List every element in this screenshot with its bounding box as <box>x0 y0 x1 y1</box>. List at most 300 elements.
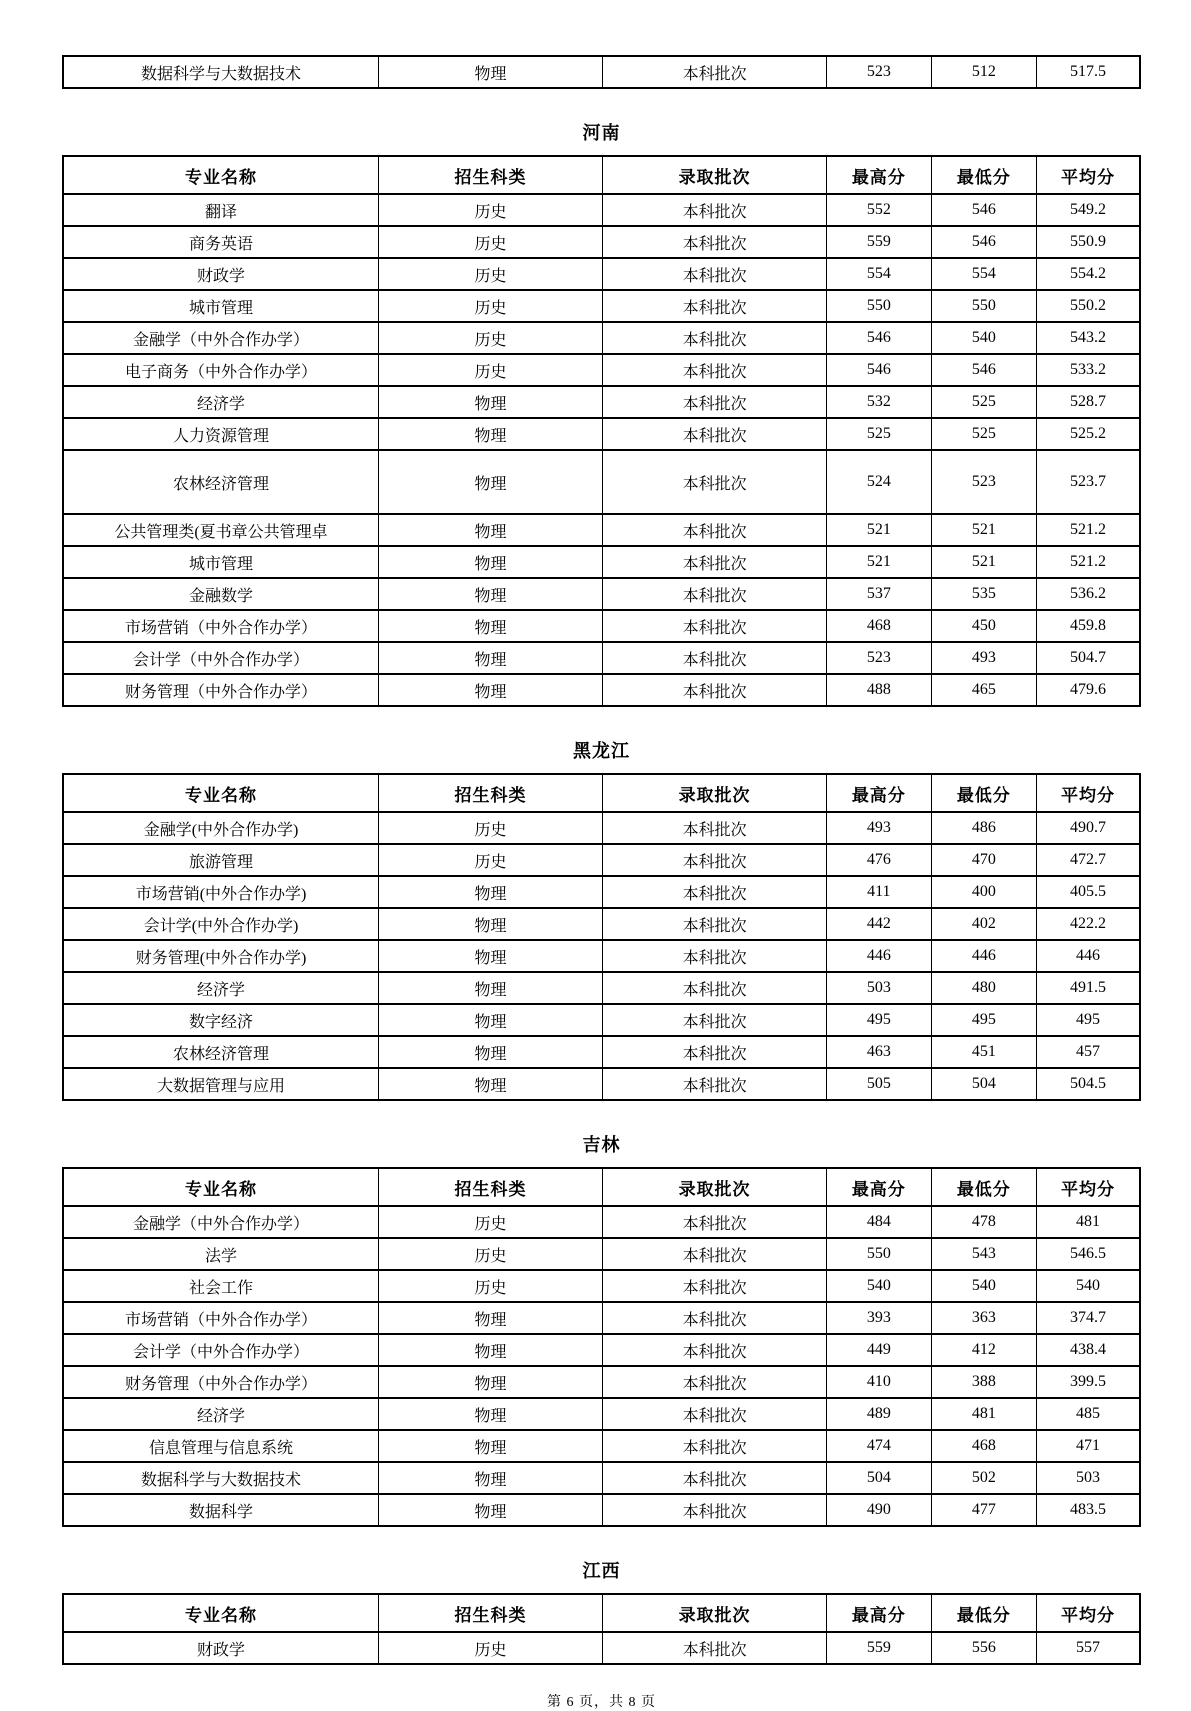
table-cell: 市场营销（中外合作办学） <box>63 610 379 642</box>
table-cell: 物理 <box>379 418 603 450</box>
table-cell: 本科批次 <box>603 514 827 546</box>
table-cell: 历史 <box>379 1206 603 1238</box>
table-row <box>63 290 1140 322</box>
table-cell: 数字经济 <box>63 1004 379 1036</box>
column-header: 专业名称 <box>63 1168 379 1206</box>
table-cell: 550.2 <box>1037 290 1140 322</box>
table-cell: 商务英语 <box>63 226 379 258</box>
table-cell: 546 <box>931 194 1037 226</box>
table-cell: 495 <box>931 1004 1037 1036</box>
table-cell: 521 <box>827 546 931 578</box>
table-cell: 554.2 <box>1037 258 1140 290</box>
table-cell: 本科批次 <box>603 642 827 674</box>
header-row <box>63 156 1140 194</box>
table-row <box>63 1302 1140 1334</box>
table-cell: 财政学 <box>63 1632 379 1664</box>
column-header: 专业名称 <box>63 156 379 194</box>
table-cell: 本科批次 <box>603 1004 827 1036</box>
table-cell: 546 <box>931 226 1037 258</box>
table-cell: 546 <box>931 354 1037 386</box>
table-cell: 金融学(中外合作办学) <box>63 812 379 844</box>
table-row <box>63 610 1140 642</box>
column-header: 录取批次 <box>603 156 827 194</box>
table-cell: 经济学 <box>63 1398 379 1430</box>
table-row <box>63 514 1140 546</box>
page-number: 第 6 页，共 8 页 <box>547 1695 656 1710</box>
table-cell: 505 <box>827 1068 931 1100</box>
column-header: 平均分 <box>1037 1168 1140 1206</box>
table-cell: 信息管理与信息系统 <box>63 1430 379 1462</box>
table-cell: 523 <box>827 642 931 674</box>
table-cell: 388 <box>931 1366 1037 1398</box>
table-cell: 446 <box>931 940 1037 972</box>
table-cell: 会计学（中外合作办学） <box>63 1334 379 1366</box>
table-cell: 523 <box>931 450 1037 514</box>
table-cell: 物理 <box>379 1430 603 1462</box>
table-cell: 大数据管理与应用 <box>63 1068 379 1100</box>
table-row <box>63 1238 1140 1270</box>
table-cell: 402 <box>931 908 1037 940</box>
table-cell: 465 <box>931 674 1037 706</box>
table-cell: 537 <box>827 578 931 610</box>
table-cell: 历史 <box>379 226 603 258</box>
header-row <box>63 1168 1140 1206</box>
table-row <box>63 908 1140 940</box>
table-header <box>63 156 1140 194</box>
table-cell: 物理 <box>379 1334 603 1366</box>
table-cell: 399.5 <box>1037 1366 1140 1398</box>
column-header: 最低分 <box>931 156 1037 194</box>
table-cell: 446 <box>1037 940 1140 972</box>
column-header: 招生科类 <box>379 1168 603 1206</box>
table-cell: 451 <box>931 1036 1037 1068</box>
table-cell: 本科批次 <box>603 674 827 706</box>
table-body <box>63 1632 1140 1664</box>
table-row <box>63 674 1140 706</box>
province-section <box>62 1557 1141 1665</box>
table-cell: 457 <box>1037 1036 1140 1068</box>
section-title: 吉林 <box>582 1135 621 1155</box>
column-header: 录取批次 <box>603 1594 827 1632</box>
table-cell: 金融数学 <box>63 578 379 610</box>
province-section <box>62 119 1141 707</box>
table-cell: 物理 <box>379 940 603 972</box>
table-cell: 504 <box>931 1068 1037 1100</box>
table-cell: 422.2 <box>1037 908 1140 940</box>
table-row <box>63 258 1140 290</box>
table-cell: 481 <box>931 1398 1037 1430</box>
table-cell: 540 <box>827 1270 931 1302</box>
table-header <box>63 1168 1140 1206</box>
table-cell: 554 <box>931 258 1037 290</box>
table-cell: 农林经济管理 <box>63 450 379 514</box>
table-row <box>63 1398 1140 1430</box>
table-cell: 491.5 <box>1037 972 1140 1004</box>
table-cell: 社会工作 <box>63 1270 379 1302</box>
table-row <box>63 450 1140 514</box>
table-cell: 484 <box>827 1206 931 1238</box>
table-cell: 物理 <box>379 674 603 706</box>
table-cell: 电子商务（中外合作办学） <box>63 354 379 386</box>
table-row <box>63 226 1140 258</box>
table-cell: 540 <box>1037 1270 1140 1302</box>
table-cell: 数据科学与大数据技术 <box>63 1462 379 1494</box>
table-cell: 400 <box>931 876 1037 908</box>
table-cell: 533.2 <box>1037 354 1140 386</box>
table-cell: 本科批次 <box>603 610 827 642</box>
table-cell: 493 <box>827 812 931 844</box>
table-cell: 本科批次 <box>603 56 827 88</box>
table-cell: 农林经济管理 <box>63 1036 379 1068</box>
scores-table <box>62 773 1141 1101</box>
table-cell: 本科批次 <box>603 1238 827 1270</box>
table-cell: 405.5 <box>1037 876 1140 908</box>
table-cell: 本科批次 <box>603 290 827 322</box>
column-header: 最高分 <box>827 1168 931 1206</box>
table-cell: 546.5 <box>1037 1238 1140 1270</box>
table-cell: 549.2 <box>1037 194 1140 226</box>
table-cell: 532 <box>827 386 931 418</box>
column-header: 招生科类 <box>379 1594 603 1632</box>
table-cell: 历史 <box>379 1238 603 1270</box>
sections-container <box>62 119 1141 1665</box>
table-cell: 本科批次 <box>603 386 827 418</box>
table-cell: 本科批次 <box>603 1270 827 1302</box>
table-cell: 438.4 <box>1037 1334 1140 1366</box>
table-cell: 数据科学 <box>63 1494 379 1526</box>
table-cell: 363 <box>931 1302 1037 1334</box>
table-cell: 物理 <box>379 876 603 908</box>
table-cell: 536.2 <box>1037 578 1140 610</box>
table-cell: 历史 <box>379 844 603 876</box>
table-row <box>63 1004 1140 1036</box>
scores-table <box>62 1593 1141 1665</box>
table-cell: 本科批次 <box>603 258 827 290</box>
table-cell: 法学 <box>63 1238 379 1270</box>
table-cell: 468 <box>827 610 931 642</box>
table-cell: 物理 <box>379 386 603 418</box>
table-cell: 559 <box>827 1632 931 1664</box>
table-cell: 524 <box>827 450 931 514</box>
table-cell: 410 <box>827 1366 931 1398</box>
table-row <box>63 386 1140 418</box>
table-cell: 559 <box>827 226 931 258</box>
table-cell: 450 <box>931 610 1037 642</box>
table-cell: 历史 <box>379 812 603 844</box>
table-row <box>63 418 1140 450</box>
table-body <box>63 812 1140 1100</box>
table-cell: 会计学(中外合作办学) <box>63 908 379 940</box>
table-cell: 550 <box>827 1238 931 1270</box>
table-cell: 472.7 <box>1037 844 1140 876</box>
table-cell: 物理 <box>379 1068 603 1100</box>
table-cell: 503 <box>827 972 931 1004</box>
table-cell: 442 <box>827 908 931 940</box>
table-cell: 历史 <box>379 290 603 322</box>
table-row <box>63 844 1140 876</box>
table-row <box>63 876 1140 908</box>
table-cell: 470 <box>931 844 1037 876</box>
table-cell: 525 <box>827 418 931 450</box>
table-cell: 财务管理(中外合作办学) <box>63 940 379 972</box>
province-section <box>62 1131 1141 1527</box>
table-cell: 540 <box>931 322 1037 354</box>
table-cell: 本科批次 <box>603 908 827 940</box>
table-cell: 历史 <box>379 354 603 386</box>
table-cell: 512 <box>931 56 1037 88</box>
table-cell: 557 <box>1037 1632 1140 1664</box>
table-cell: 411 <box>827 876 931 908</box>
table-cell: 物理 <box>379 578 603 610</box>
column-header: 最低分 <box>931 774 1037 812</box>
table-cell: 517.5 <box>1037 56 1140 88</box>
table-cell: 535 <box>931 578 1037 610</box>
table-cell: 本科批次 <box>603 972 827 1004</box>
table-cell: 477 <box>931 1494 1037 1526</box>
table-cell: 财政学 <box>63 258 379 290</box>
table-cell: 本科批次 <box>603 322 827 354</box>
table-cell: 物理 <box>379 1004 603 1036</box>
column-header: 最高分 <box>827 774 931 812</box>
table-cell: 554 <box>827 258 931 290</box>
table-cell: 金融学（中外合作办学） <box>63 1206 379 1238</box>
table-cell: 物理 <box>379 1366 603 1398</box>
table-cell: 本科批次 <box>603 1632 827 1664</box>
table-cell: 历史 <box>379 1632 603 1664</box>
table-cell: 物理 <box>379 546 603 578</box>
table-header <box>63 1594 1140 1632</box>
column-header: 最高分 <box>827 156 931 194</box>
table-cell: 本科批次 <box>603 546 827 578</box>
table-cell: 528.7 <box>1037 386 1140 418</box>
continuation-table-body <box>63 56 1140 88</box>
table-cell: 478 <box>931 1206 1037 1238</box>
header-row <box>63 774 1140 812</box>
table-cell: 本科批次 <box>603 194 827 226</box>
table-cell: 459.8 <box>1037 610 1140 642</box>
table-cell: 本科批次 <box>603 940 827 972</box>
column-header: 录取批次 <box>603 774 827 812</box>
table-cell: 468 <box>931 1430 1037 1462</box>
table-cell: 504 <box>827 1462 931 1494</box>
table-cell: 历史 <box>379 1270 603 1302</box>
table-cell: 525.2 <box>1037 418 1140 450</box>
table-row <box>63 56 1140 88</box>
table-cell: 474 <box>827 1430 931 1462</box>
table-cell: 金融学（中外合作办学） <box>63 322 379 354</box>
header-row <box>63 1594 1140 1632</box>
table-row <box>63 194 1140 226</box>
table-cell: 城市管理 <box>63 290 379 322</box>
table-cell: 本科批次 <box>603 1302 827 1334</box>
column-header: 专业名称 <box>63 1594 379 1632</box>
table-cell: 446 <box>827 940 931 972</box>
column-header: 最低分 <box>931 1594 1037 1632</box>
table-cell: 463 <box>827 1036 931 1068</box>
section-title: 黑龙江 <box>573 741 630 761</box>
table-row <box>63 812 1140 844</box>
column-header: 招生科类 <box>379 156 603 194</box>
table-cell: 物理 <box>379 450 603 514</box>
table-row <box>63 972 1140 1004</box>
table-cell: 物理 <box>379 1462 603 1494</box>
table-cell: 本科批次 <box>603 1036 827 1068</box>
table-cell: 市场营销（中外合作办学） <box>63 1302 379 1334</box>
table-cell: 552 <box>827 194 931 226</box>
table-cell: 521 <box>931 546 1037 578</box>
table-row <box>63 354 1140 386</box>
table-cell: 476 <box>827 844 931 876</box>
table-cell: 480 <box>931 972 1037 1004</box>
table-cell: 540 <box>931 1270 1037 1302</box>
table-row <box>63 1270 1140 1302</box>
table-cell: 物理 <box>379 1036 603 1068</box>
table-cell: 521.2 <box>1037 546 1140 578</box>
table-cell: 546 <box>827 354 931 386</box>
table-cell: 会计学（中外合作办学） <box>63 642 379 674</box>
table-row <box>63 1494 1140 1526</box>
column-header: 平均分 <box>1037 156 1140 194</box>
table-cell: 449 <box>827 1334 931 1366</box>
table-cell: 数据科学与大数据技术 <box>63 56 379 88</box>
table-cell: 523 <box>827 56 931 88</box>
table-cell: 公共管理类(夏书章公共管理卓 <box>63 514 379 546</box>
table-cell: 483.5 <box>1037 1494 1140 1526</box>
table-row <box>63 642 1140 674</box>
table-cell: 历史 <box>379 194 603 226</box>
table-cell: 本科批次 <box>603 1366 827 1398</box>
table-cell: 393 <box>827 1302 931 1334</box>
table-cell: 城市管理 <box>63 546 379 578</box>
table-cell: 521 <box>931 514 1037 546</box>
table-cell: 物理 <box>379 1494 603 1526</box>
table-cell: 本科批次 <box>603 418 827 450</box>
table-cell: 本科批次 <box>603 450 827 514</box>
scores-table <box>62 155 1141 707</box>
table-cell: 本科批次 <box>603 1462 827 1494</box>
column-header: 专业名称 <box>63 774 379 812</box>
table-cell: 历史 <box>379 258 603 290</box>
table-cell: 本科批次 <box>603 1430 827 1462</box>
table-cell: 556 <box>931 1632 1037 1664</box>
table-cell: 翻译 <box>63 194 379 226</box>
table-cell: 物理 <box>379 908 603 940</box>
table-cell: 521.2 <box>1037 514 1140 546</box>
table-cell: 489 <box>827 1398 931 1430</box>
table-cell: 物理 <box>379 642 603 674</box>
table-cell: 479.6 <box>1037 674 1140 706</box>
table-cell: 历史 <box>379 322 603 354</box>
column-header: 平均分 <box>1037 1594 1140 1632</box>
table-row <box>63 546 1140 578</box>
table-body <box>63 1206 1140 1526</box>
province-section <box>62 737 1141 1101</box>
table-cell: 市场营销(中外合作办学) <box>63 876 379 908</box>
table-cell: 495 <box>1037 1004 1140 1036</box>
table-row <box>63 940 1140 972</box>
table-cell: 本科批次 <box>603 578 827 610</box>
table-cell: 523.7 <box>1037 450 1140 514</box>
table-cell: 物理 <box>379 1302 603 1334</box>
continuation-table <box>62 55 1141 89</box>
column-header: 最低分 <box>931 1168 1037 1206</box>
table-cell: 财务管理（中外合作办学） <box>63 1366 379 1398</box>
table-cell: 物理 <box>379 972 603 1004</box>
table-cell: 504.5 <box>1037 1068 1140 1100</box>
table-cell: 人力资源管理 <box>63 418 379 450</box>
column-header: 平均分 <box>1037 774 1140 812</box>
table-cell: 504.7 <box>1037 642 1140 674</box>
table-cell: 503 <box>1037 1462 1140 1494</box>
column-header: 招生科类 <box>379 774 603 812</box>
section-title: 江西 <box>582 1561 621 1581</box>
table-cell: 543 <box>931 1238 1037 1270</box>
table-row <box>63 1430 1140 1462</box>
table-cell: 550.9 <box>1037 226 1140 258</box>
table-cell: 本科批次 <box>603 1206 827 1238</box>
table-cell: 525 <box>931 418 1037 450</box>
table-cell: 本科批次 <box>603 1334 827 1366</box>
table-cell: 374.7 <box>1037 1302 1140 1334</box>
column-header: 录取批次 <box>603 1168 827 1206</box>
table-row <box>63 1206 1140 1238</box>
table-cell: 550 <box>827 290 931 322</box>
table-row <box>63 1366 1140 1398</box>
table-cell: 物理 <box>379 610 603 642</box>
section-title: 河南 <box>582 123 621 143</box>
table-row <box>63 1036 1140 1068</box>
table-cell: 525 <box>931 386 1037 418</box>
table-cell: 412 <box>931 1334 1037 1366</box>
table-cell: 490.7 <box>1037 812 1140 844</box>
column-header: 最高分 <box>827 1594 931 1632</box>
table-cell: 550 <box>931 290 1037 322</box>
table-cell: 本科批次 <box>603 844 827 876</box>
table-cell: 486 <box>931 812 1037 844</box>
table-cell: 本科批次 <box>603 1494 827 1526</box>
table-row <box>63 1334 1140 1366</box>
table-cell: 旅游管理 <box>63 844 379 876</box>
table-cell: 物理 <box>379 56 603 88</box>
table-cell: 本科批次 <box>603 876 827 908</box>
table-cell: 485 <box>1037 1398 1140 1430</box>
table-cell: 471 <box>1037 1430 1140 1462</box>
table-cell: 本科批次 <box>603 226 827 258</box>
table-row <box>63 1462 1140 1494</box>
table-cell: 物理 <box>379 1398 603 1430</box>
table-cell: 495 <box>827 1004 931 1036</box>
table-cell: 493 <box>931 642 1037 674</box>
table-cell: 481 <box>1037 1206 1140 1238</box>
table-cell: 488 <box>827 674 931 706</box>
table-cell: 502 <box>931 1462 1037 1494</box>
table-cell: 物理 <box>379 514 603 546</box>
table-cell: 543.2 <box>1037 322 1140 354</box>
scores-table <box>62 1167 1141 1527</box>
table-cell: 546 <box>827 322 931 354</box>
table-cell: 经济学 <box>63 972 379 1004</box>
table-cell: 本科批次 <box>603 1068 827 1100</box>
table-cell: 本科批次 <box>603 354 827 386</box>
table-cell: 本科批次 <box>603 812 827 844</box>
table-cell: 521 <box>827 514 931 546</box>
table-cell: 本科批次 <box>603 1398 827 1430</box>
table-row <box>63 1068 1140 1100</box>
table-cell: 经济学 <box>63 386 379 418</box>
table-cell: 490 <box>827 1494 931 1526</box>
table-row <box>63 322 1140 354</box>
table-header <box>63 774 1140 812</box>
